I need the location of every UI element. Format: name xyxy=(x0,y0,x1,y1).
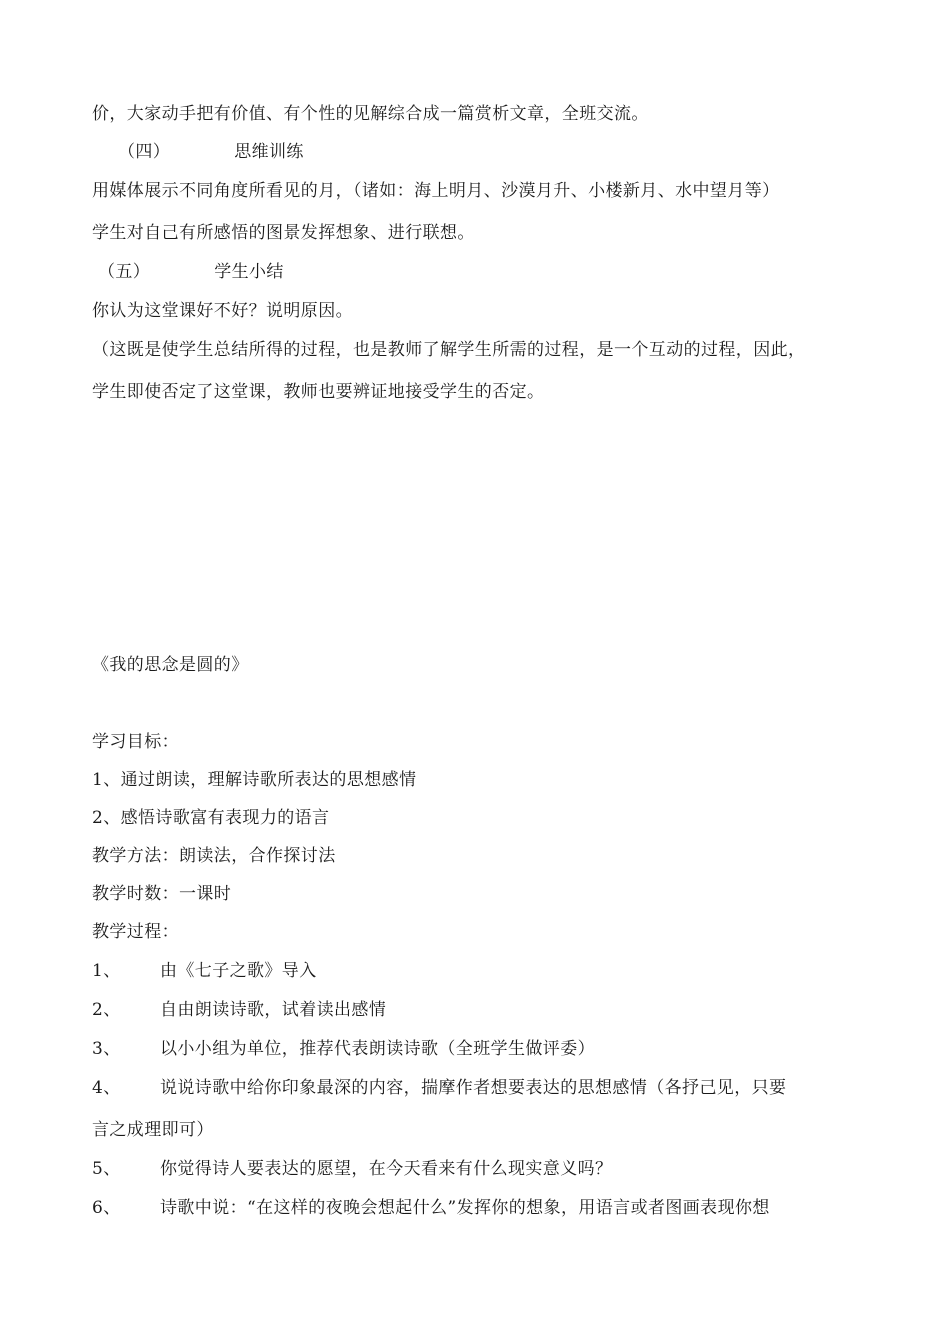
section-heading-5 xyxy=(98,261,284,283)
goal-item: 1、通过朗读，理解诗歌所表达的思想感情 xyxy=(92,770,417,790)
section-title: 学生小结 xyxy=(214,262,284,282)
process-step-continuation: 言之成理即可） xyxy=(92,1120,214,1140)
process-step xyxy=(92,960,317,982)
section-label: （五） xyxy=(98,262,151,282)
step-number: 6、 xyxy=(92,1198,121,1218)
paragraph-line: 你认为这堂课好不好？说明原因。 xyxy=(92,301,353,321)
section-title: 思维训练 xyxy=(234,142,304,162)
lesson-title: 《我的思念是圆的》 xyxy=(92,655,249,675)
teaching-hours: 教学时数：一课时 xyxy=(92,884,232,904)
step-text: 由《七子之歌》导入 xyxy=(160,961,317,981)
step-text: 诗歌中说：“在这样的夜晚会想起什么”发挥你的想象，用语言或者图画表现你想 xyxy=(160,1198,770,1218)
step-number: 3、 xyxy=(92,1039,121,1059)
paragraph-line: 价，大家动手把有价值、有个性的见解综合成一篇赏析文章，全班交流。 xyxy=(92,104,649,124)
paragraph-line: 学生对自己有所感悟的图景发挥想象、进行联想。 xyxy=(92,223,475,243)
process-step xyxy=(92,1197,770,1219)
step-number: 5、 xyxy=(92,1159,121,1179)
paragraph-line: 用媒体展示不同角度所看见的月，（诸如：海上明月、沙漠月升、小楼新月、水中望月等） xyxy=(92,181,780,201)
section-heading-4 xyxy=(118,141,304,163)
goals-heading: 学习目标： xyxy=(92,732,179,752)
process-step xyxy=(92,1038,595,1060)
step-number: 2、 xyxy=(92,1000,121,1020)
section-label: （四） xyxy=(118,142,171,162)
process-heading: 教学过程： xyxy=(92,922,179,942)
step-number: 1、 xyxy=(92,961,121,981)
step-text: 以小小组为单位，推荐代表朗读诗歌（全班学生做评委） xyxy=(160,1039,595,1059)
paragraph-line: 学生即使否定了这堂课，教师也要辨证地接受学生的否定。 xyxy=(92,382,545,402)
step-text: 你觉得诗人要表达的愿望，在今天看来有什么现实意义吗？ xyxy=(160,1159,613,1179)
teaching-method: 教学方法：朗读法，合作探讨法 xyxy=(92,846,336,866)
process-step xyxy=(92,999,386,1021)
process-step xyxy=(92,1158,612,1180)
step-text: 自由朗读诗歌，试着读出感情 xyxy=(160,1000,387,1020)
goal-item: 2、感悟诗歌富有表现力的语言 xyxy=(92,808,330,828)
step-number: 4、 xyxy=(92,1078,121,1098)
paragraph-line: （这既是使学生总结所得的过程，也是教师了解学生所需的过程，是一个互动的过程，因此， xyxy=(92,340,806,360)
process-step xyxy=(92,1077,786,1099)
step-text: 说说诗歌中给你印象最深的内容，揣摩作者想要表达的思想感情（各抒己见，只要 xyxy=(160,1078,787,1098)
